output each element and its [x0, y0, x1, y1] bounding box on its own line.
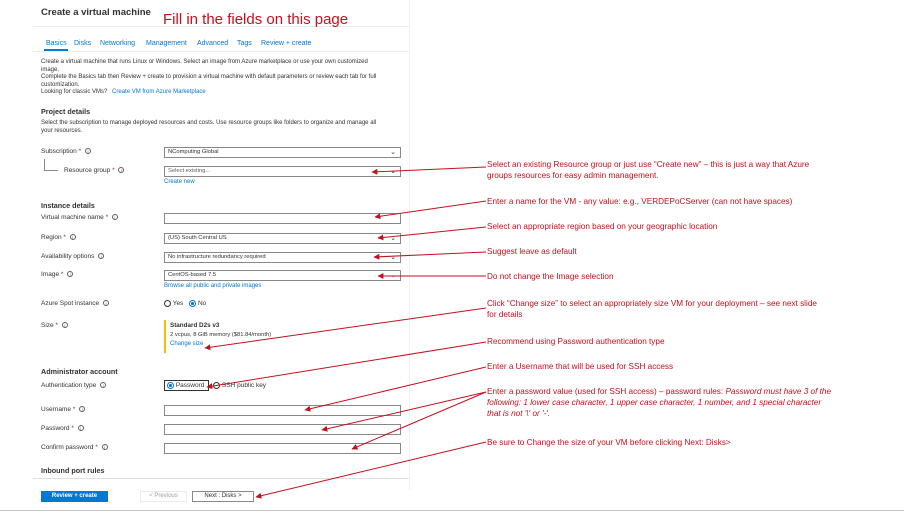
tab-divider — [33, 51, 409, 52]
region-value: (US) South Central US — [168, 235, 227, 241]
classic-vm-row — [41, 89, 406, 97]
required-marker: * — [95, 444, 98, 451]
instruction-banner: Fill in the fields on this page — [163, 11, 349, 28]
change-size-link[interactable]: Change size — [170, 341, 204, 347]
spot-no-radio[interactable] — [189, 300, 196, 307]
image-value: CentOS-based 7.5 — [168, 272, 217, 278]
info-icon[interactable]: i — [103, 300, 109, 306]
resource-group-placeholder: Select existing... — [168, 168, 211, 174]
required-marker: * — [78, 148, 82, 155]
tab-management[interactable]: Management — [146, 40, 187, 47]
project-desc-line-1: Select the subscription to manage deployed resources and costs. Use resource groups like folders to organize and manage all — [41, 120, 377, 126]
annotation-resource-group: Select an existing Resource group or just use “Create new” – this is just a way that Azure groups resources for easy admin management. — [487, 160, 810, 180]
image-label: Image * i — [41, 271, 73, 278]
spot-instance-options — [164, 300, 206, 307]
availability-label: Availability options i — [41, 253, 104, 260]
page-title: Create a virtual machine — [41, 7, 151, 18]
subscription-value: NComputing Global — [168, 149, 219, 155]
tab-basics-underline — [44, 49, 68, 51]
username-input[interactable] — [164, 405, 401, 416]
annotation-password-rules: Enter a password value (used for SSH access) – password rules: Password must have 3 of the following: 1 lower case character, 1 upper case character, 1 number, and 1 special character that is not '\' or '-'. — [487, 387, 832, 418]
previous-button[interactable]: < Previous — [140, 491, 187, 502]
classic-vm-question: Looking for classic VMs? — [41, 89, 108, 95]
password-label: Password * i — [41, 425, 84, 432]
chevron-down-icon: ⌄ — [390, 272, 396, 279]
admin-account-heading: Administrator account — [41, 367, 118, 376]
required-marker: * — [105, 214, 109, 221]
annotation-username: Enter a Username that will be used for SSH access — [487, 362, 674, 371]
auth-ssh-label: SSH public key — [221, 382, 267, 390]
info-icon[interactable]: i — [85, 148, 91, 154]
info-icon[interactable]: i — [70, 234, 76, 240]
annotation-availability: Suggest leave as default — [487, 247, 577, 256]
username-label: Username * i — [41, 406, 85, 413]
info-icon[interactable]: i — [78, 425, 84, 431]
spot-yes-label: Yes — [172, 300, 184, 308]
tree-connector — [44, 159, 45, 170]
intro-line-3: Complete the Basics tab then Review + create to provision a virtual machine with default parameters or review each tab for full — [41, 74, 377, 80]
resource-group-label: Resource group * i — [64, 167, 124, 174]
chevron-down-icon: ⌄ — [390, 235, 396, 242]
size-name: Standard D2s v3 — [170, 322, 220, 329]
chevron-down-icon: ⌄ — [390, 149, 396, 156]
confirm-password-input[interactable] — [164, 443, 401, 454]
tab-basics[interactable]: Basics — [46, 40, 67, 47]
required-marker: * — [112, 167, 115, 174]
subscription-label: Subscription * i — [41, 148, 91, 155]
arrow-username — [305, 367, 486, 410]
tab-tags[interactable]: Tags — [237, 40, 252, 47]
arrow-confirm-password — [352, 392, 486, 449]
info-icon[interactable]: i — [98, 253, 104, 259]
next-disks-button[interactable]: Next : Disks > — [192, 491, 254, 502]
instance-details-heading: Instance details — [41, 201, 95, 210]
info-icon[interactable]: i — [100, 382, 106, 388]
classic-vm-link[interactable]: Create VM from Azure Marketplace — [112, 89, 206, 95]
intro-line-2: image. — [41, 66, 60, 73]
tree-connector-horizontal — [44, 170, 58, 171]
region-label: Region * i — [41, 234, 76, 241]
spot-yes-radio[interactable] — [164, 300, 171, 307]
confirm-password-label: Confirm password * i — [41, 444, 108, 451]
info-icon[interactable]: i — [79, 406, 85, 412]
review-create-button[interactable]: Review + create — [41, 491, 108, 502]
required-marker: * — [63, 234, 66, 241]
image-dropdown[interactable] — [164, 270, 401, 281]
annotation-auth-type: Recommend using Password authentication type — [487, 337, 665, 346]
info-icon[interactable]: i — [102, 444, 108, 450]
auth-password-radio[interactable] — [167, 382, 174, 389]
inbound-rules-heading: Inbound port rules — [41, 466, 105, 475]
tab-advanced[interactable]: Advanced — [197, 40, 229, 47]
annotation-region: Select an appropriate region based on your geographic location — [487, 222, 718, 231]
chevron-down-icon: ⌄ — [390, 254, 396, 261]
intro-line-1: Create a virtual machine that runs Linux or Windows. Select an image from Azure marketplace or use your own customized — [41, 59, 368, 65]
resource-group-dropdown[interactable] — [164, 166, 401, 177]
browse-images-link[interactable]: Browse all public and private images — [164, 283, 262, 289]
tab-networking[interactable]: Networking — [100, 40, 136, 47]
auth-type-options — [164, 382, 266, 389]
tab-disks[interactable]: Disks — [74, 40, 92, 47]
project-details-heading: Project details — [41, 107, 91, 116]
size-detail: 2 vcpus, 8 GiB memory ($81.84/month) — [170, 331, 272, 338]
auth-password-label: Password — [175, 382, 205, 390]
chevron-down-icon: ⌄ — [390, 168, 396, 175]
project-desc-line-2: your resources. — [41, 127, 83, 134]
info-icon[interactable]: i — [118, 167, 124, 173]
vm-name-label: Virtual machine name * i — [41, 214, 118, 221]
panel-right-border — [409, 0, 410, 490]
annotation-image: Do not change the Image selection — [487, 272, 614, 281]
footer-divider — [33, 478, 409, 479]
intro-text — [41, 59, 406, 97]
region-dropdown[interactable] — [164, 233, 401, 244]
availability-value: No infrastructure redundancy required — [168, 254, 266, 260]
intro-line-4: customization. — [41, 81, 80, 88]
info-icon[interactable]: i — [67, 271, 73, 277]
vm-name-input[interactable] — [164, 213, 401, 224]
bottom-border — [0, 510, 904, 511]
required-marker: * — [72, 406, 76, 413]
subscription-dropdown[interactable] — [164, 147, 401, 158]
annotation-next-disks: Be sure to Change the size of your VM before clicking Next: Disks> — [487, 438, 731, 447]
annotation-vm-name: Enter a name for the VM - any value: e.g., VERDEPoCServer (can not have spaces) — [487, 197, 793, 206]
size-label: Size * i — [41, 322, 68, 329]
create-new-link[interactable]: Create new — [164, 179, 195, 185]
auth-type-label: Authentication type i — [41, 382, 106, 389]
spot-instance-label: Azure Spot instance i — [41, 300, 109, 307]
required-marker: * — [60, 271, 64, 278]
required-marker: * — [55, 322, 58, 329]
required-marker: * — [71, 425, 74, 432]
annotation-size: Click “Change size” to select an appropriately size VM for your deployment – see next slide for details — [487, 299, 817, 319]
auth-password-option — [164, 380, 209, 391]
size-card — [164, 320, 279, 353]
tab-review-create[interactable]: Review + create — [261, 40, 312, 47]
project-details-desc — [41, 120, 406, 135]
availability-dropdown[interactable] — [164, 252, 401, 263]
auth-ssh-radio[interactable] — [213, 382, 220, 389]
spot-no-label: No — [197, 300, 207, 308]
info-icon[interactable]: i — [62, 322, 68, 328]
password-input[interactable] — [164, 424, 401, 435]
info-icon[interactable]: i — [112, 214, 118, 220]
